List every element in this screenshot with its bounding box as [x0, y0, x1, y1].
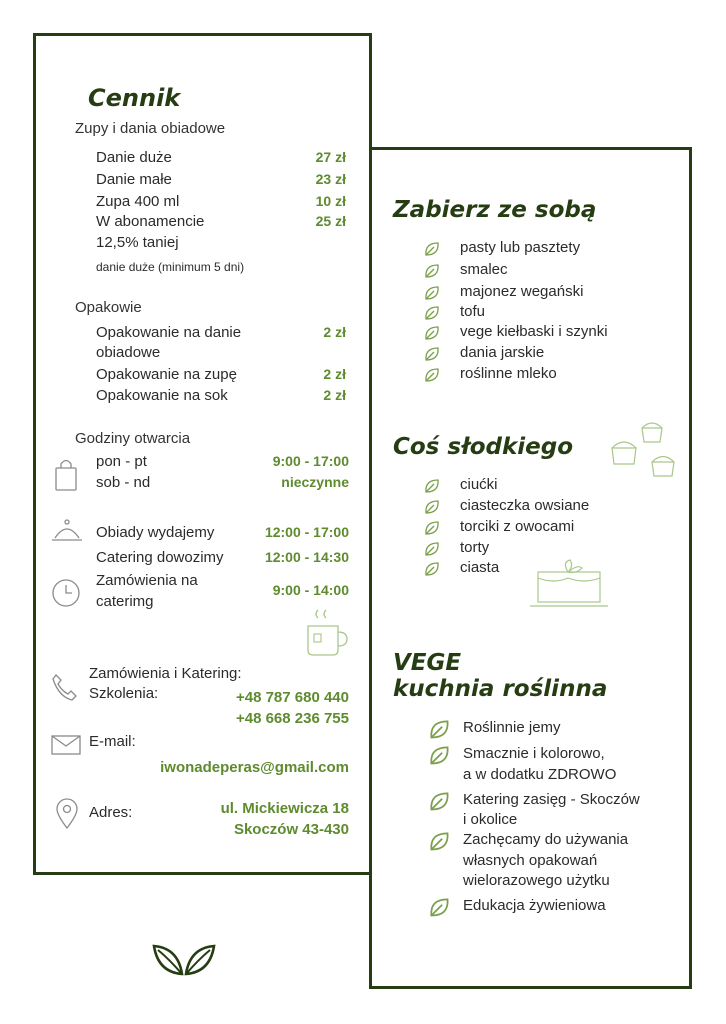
- leaf-bullet-icon: [426, 265, 438, 277]
- hours-days: pon - pt: [96, 453, 147, 470]
- hours-heading: Godziny otwarcia: [75, 430, 191, 447]
- soup-item-name: Zupa 400 ml: [96, 193, 180, 210]
- takeaway-item: vege kiełbaski i szynki: [460, 323, 608, 340]
- packaging-item-price: 2 zł: [323, 324, 346, 340]
- vege-item: Katering zasięg - Skoczów: [463, 791, 640, 808]
- email-link[interactable]: iwonadeperas@gmail.com: [160, 759, 349, 776]
- discount-text: 12,5% taniej: [96, 234, 179, 251]
- leaf-bullet-icon: [426, 501, 438, 513]
- leaf-bullet-icon: [426, 563, 438, 575]
- vege-title-line2: kuchnia roślinna: [393, 676, 608, 702]
- hours-time: nieczynne: [281, 474, 349, 490]
- sweets-item: torty: [460, 539, 490, 556]
- soups-heading: Zupy i dania obiadowe: [75, 120, 226, 137]
- leaf-bullet-icon: [426, 480, 438, 492]
- soup-item-price: 23 zł: [315, 171, 346, 187]
- discount-note: danie duże (minimum 5 dni): [96, 260, 245, 274]
- vege-title-line1: VEGE: [393, 650, 462, 676]
- packaging-item-name: Opakowanie na danie: [96, 324, 242, 341]
- sweets-title: Coś słodkiego: [393, 434, 574, 460]
- leaf-bullet-icon: [426, 327, 438, 339]
- takeaway-title: Zabierz ze sobą: [393, 197, 597, 223]
- soup-item-price: 27 zł: [315, 149, 346, 165]
- service-name: Catering dowozimy: [96, 549, 224, 566]
- leaf-bullet-icon: [431, 793, 447, 809]
- vege-item-cont: a w dodatku ZDROWO: [463, 766, 617, 783]
- sweets-item: ciasta: [460, 559, 500, 576]
- vege-item: Roślinnie jemy: [463, 719, 561, 736]
- vege-item-cont: wielorazowego użytku: [463, 872, 610, 889]
- packaging-item-name-cont: obiadowe: [96, 344, 161, 361]
- leaf-bullet-icon: [431, 721, 447, 737]
- soup-item-price: 25 zł: [315, 213, 346, 229]
- address-city: Skoczów 43-430: [233, 821, 349, 838]
- service-time: 12:00 - 17:00: [264, 524, 349, 540]
- vege-item: Smacznie i kolorowo,: [463, 745, 605, 762]
- hours-time: 9:00 - 17:00: [272, 453, 349, 469]
- leaf-bullet-icon: [426, 369, 438, 381]
- soup-item-name: Danie duże: [96, 149, 172, 166]
- leaf-bullet-icon: [426, 522, 438, 534]
- address-label: Adres:: [89, 804, 133, 821]
- email-label: E-mail:: [89, 733, 136, 750]
- soup-item-name: W abonamencie: [96, 213, 205, 230]
- address-street: ul. Mickiewicza 18: [220, 800, 349, 817]
- sweets-item: ciućki: [460, 476, 498, 493]
- vege-item-cont: i okolice: [463, 811, 518, 828]
- leaf-bullet-icon: [431, 899, 447, 915]
- sweets-item: ciasteczka owsiane: [460, 497, 590, 514]
- takeaway-item: dania jarskie: [460, 344, 545, 361]
- soup-item-name: Danie małe: [96, 171, 172, 188]
- hours-days: sob - nd: [96, 474, 151, 491]
- service-time: 12:00 - 14:30: [264, 549, 349, 565]
- leaf-bullet-icon: [426, 348, 438, 360]
- takeaway-item: tofu: [460, 303, 486, 320]
- takeaway-item: roślinne mleko: [460, 365, 557, 382]
- leaf-bullet-icon: [426, 307, 438, 319]
- soup-item-price: 10 zł: [315, 193, 346, 209]
- phone-number[interactable]: +48 668 236 755: [235, 710, 349, 727]
- vege-item: Zachęcamy do używania: [463, 831, 629, 848]
- packaging-item-price: 2 zł: [323, 387, 346, 403]
- takeaway-item: majonez wegański: [460, 283, 584, 300]
- packaging-item-name: Opakowanie na sok: [96, 387, 228, 404]
- phone-label: Zamówienia i Katering:: [89, 665, 242, 682]
- phone-number[interactable]: +48 787 680 440: [235, 689, 349, 706]
- service-name: Obiady wydajemy: [96, 524, 215, 541]
- service-time: 9:00 - 14:00: [272, 582, 349, 598]
- leaf-bullet-icon: [431, 833, 447, 849]
- service-name-cont: caterimg: [96, 593, 154, 610]
- leaf-bullet-icon: [426, 543, 438, 555]
- packaging-item-price: 2 zł: [323, 366, 346, 382]
- price-list-title: Cennik: [88, 84, 181, 112]
- leaf-bullet-icon: [431, 747, 447, 763]
- leaf-bullet-icon: [426, 287, 438, 299]
- sweets-item: torciki z owocami: [460, 518, 575, 535]
- takeaway-item: smalec: [460, 261, 508, 278]
- packaging-item-name: Opakowanie na zupę: [96, 366, 237, 383]
- packaging-heading: Opakowie: [75, 299, 142, 316]
- takeaway-item: pasty lub pasztety: [460, 239, 581, 256]
- vege-item: Edukacja żywieniowa: [463, 897, 606, 914]
- vege-item-cont: własnych opakowań: [463, 852, 598, 869]
- phone-label: Szkolenia:: [89, 685, 159, 702]
- service-name: Zamówienia na: [96, 572, 198, 589]
- leaf-bullet-icon: [426, 243, 438, 255]
